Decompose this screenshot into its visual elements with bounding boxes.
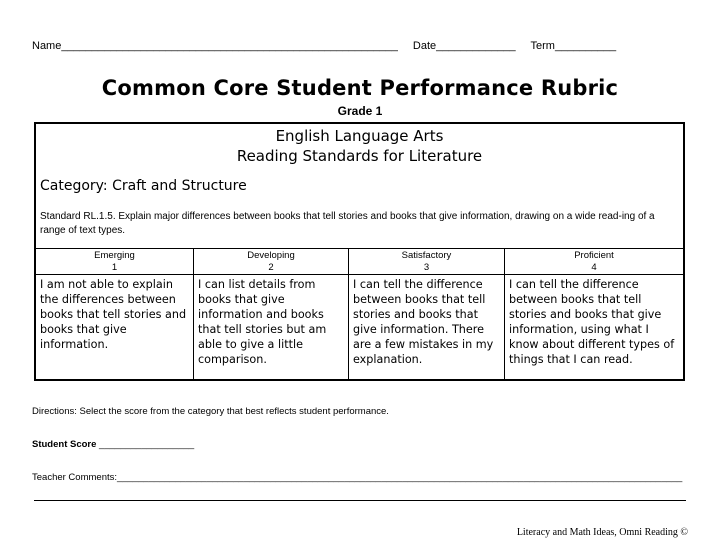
- term-field[interactable]: Term__________: [530, 40, 617, 52]
- subject-line-2: Reading Standards for Literature: [236, 147, 483, 165]
- level-description: I can tell the difference between books that tell stories and books that give information. There are a few mistakes in my explanation.: [353, 278, 494, 366]
- date-label: Date: [412, 40, 437, 52]
- level-header: [36, 249, 193, 275]
- level-description: I am not able to explain the differences between books that tell stories and books that give information.: [40, 278, 187, 351]
- standard-text: Standard RL.1.5. Explain major differences between books that tell stories and books that give information, drawing on a wide read-ing of a range of text types.: [40, 211, 655, 236]
- teacher-comments-label: Teacher Comments:: [32, 472, 118, 483]
- level-description: I can tell the difference between books that tell stories and books that give information, using what I know about different types of things that I can read.: [509, 278, 675, 366]
- level-column-emerging[interactable]: [36, 249, 194, 379]
- subject-line-1: English Language Arts: [275, 127, 444, 145]
- level-score: 4: [591, 262, 597, 273]
- date-field[interactable]: Date_____________: [412, 40, 516, 52]
- level-score: 2: [268, 262, 274, 273]
- level-name: Emerging: [94, 250, 135, 261]
- grade-label: Grade 1: [337, 104, 383, 118]
- teacher-comments-field[interactable]: Teacher Comments:___________________________________________________________________________________________________________: [32, 472, 683, 483]
- level-name: Proficient: [574, 250, 614, 261]
- student-score-label: Student Score: [32, 439, 97, 450]
- student-score-field[interactable]: Student Score __________________: [32, 439, 195, 450]
- footer-credit: Literacy and Math Ideas, Omni Reading ©: [516, 527, 688, 538]
- level-score: 3: [423, 262, 430, 273]
- level-header: [505, 249, 683, 275]
- level-name: Developing: [247, 250, 295, 261]
- category-label: Category: Craft and Structure: [40, 178, 247, 194]
- level-header: [194, 249, 348, 275]
- directions-text: Directions: Select the score from the category that best reflects student performance.: [32, 406, 389, 417]
- term-label: Term: [530, 40, 555, 52]
- header-fields: [32, 40, 628, 52]
- name-field[interactable]: Name_______________________________________________________: [32, 40, 398, 52]
- level-score: 1: [111, 262, 118, 273]
- levels-table: [36, 248, 683, 379]
- level-header: [349, 249, 504, 275]
- level-name: Satisfactory: [401, 250, 452, 261]
- level-description: I can list details from books that give information and books that tell stories but am able to give a little comparison.: [198, 278, 327, 366]
- rubric-box: [34, 122, 685, 381]
- name-label: Name: [32, 40, 62, 52]
- level-column-developing[interactable]: [194, 249, 349, 379]
- level-column-satisfactory[interactable]: [349, 249, 505, 379]
- page-title: Common Core Student Performance Rubric: [101, 76, 619, 100]
- level-column-proficient[interactable]: [505, 249, 683, 379]
- comment-line[interactable]: [34, 500, 686, 501]
- subject-heading: [36, 126, 683, 166]
